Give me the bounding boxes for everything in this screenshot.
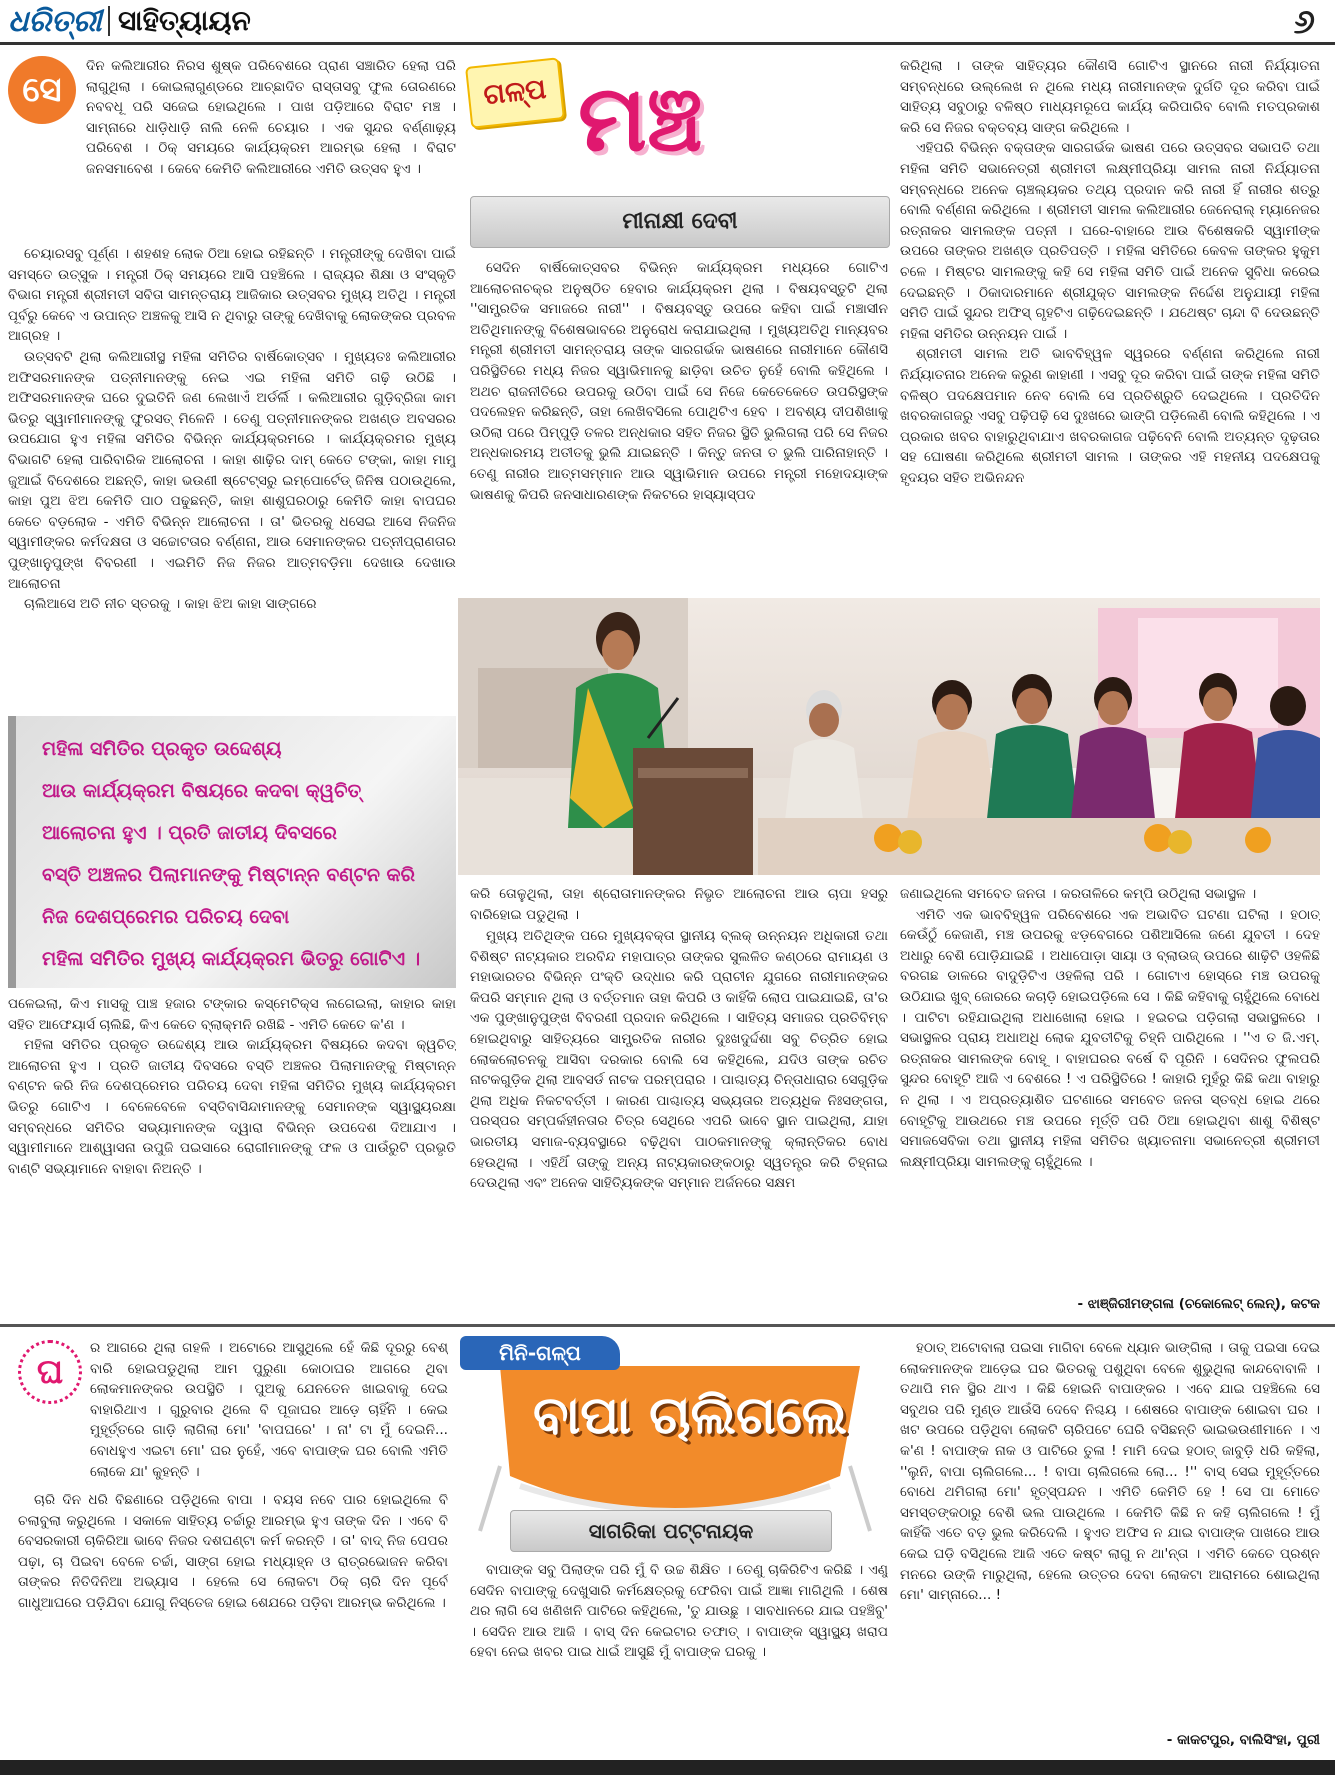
story-label: ମିନି-ଗଳ୍ପ [460, 1336, 620, 1370]
header-separator [108, 6, 110, 36]
paragraph: ଉତ୍ସବଟି ଥିଲା କଲିଆରୀସ୍ଥ ମହିଳା ସମିତିର ବାର୍ଷିକୋତ୍ସବ । ମୁଖ୍ୟତଃ କଲିଆରୀର ଅଫିସରମାନଙ୍କ ପତ୍ନୀମାନଙ୍କୁ ନେଇ ଏଇ ମହିଳା ସମିତି ଗଢ଼ି ଉଠିଛି । ଅଫିସରମାନଙ୍କ ଘରେ ଦୁଇତିନି ଜଣ ଲେଖାଏଁ ଅର୍ଡର୍ଲି । କଲିଆରୀର ଗୁଡ଼ିବ୍ରିଜା କାମ ଭିତରୁ ସ୍ୱାମୀମାନଙ୍କୁ ଫୁରସତ୍ ମିଳେନି । ତେଣୁ ପତ୍ନୀମାନଙ୍କର ଅଖଣ୍ଡ ଅବସରର ଉପଯୋଗ ହୁଏ ମହିଳା ସମିତିର ବିଭିନ୍ନ କାର୍ଯ୍ୟକ୍ରମରେ । କାର୍ଯ୍ୟକ୍ରମର ମୁଖ୍ୟ ବିଭାଗଟି ହେଲା ପାରିବାରିକ ଆଲୋଚନା । କାହା ଶାଢ଼ିର ଦାମ୍ କେତେ ଟଙ୍କା, କାହା ମାମୁ ଜୁଆଇଁ ବିଦେଶରେ ଅଛନ୍ତି, କାହା ଭଉଣୀ ଷ୍ଟେଟ୍ସରୁ ଇମ୍ପୋର୍ଟେଡ୍ ଜିନିଷ ପଠାଉଥିଲେ, କାହା ପୁଅ ଝିଅ କେମିତି ପାଠ ପଢୁଛନ୍ତି, କାହା ଶାଶୁଘରଠାରୁ କେମିତି କାହା ବାପଘର କେତେ ବଡ଼ଲୋକ - ଏମିତି ବିଭିନ୍ନ ଆଲୋଚନା । ତା' ଭିତରକୁ ଧସେଇ ଆସେ ନିଜନିଜ ସ୍ୱାମୀଙ୍କର କର୍ମଦକ୍ଷତା ଓ ସଚ୍ଚୋଟତାର ବର୍ଣ୍ଣନା, ଆଉ ସେମାନଙ୍କର ପତ୍ନୀପ୍ରାଣତାର ପୁଙ୍ଖାନୁପୁଙ୍ଖ ବିବରଣୀ । ଏଇମିତି ନିଜ ନିଜର ଆତ୍ମବଡ଼ିମା ଦେଖାଉ ଦେଖାଉ ଆଲୋଚନା [8, 348, 456, 592]
story1-col3-bottom [900, 884, 1320, 1294]
paragraph: ଏହିପରି ବିଭିନ୍ନ ବକ୍ତାଙ୍କ ସାରଗର୍ଭକ ଭାଷଣ ପରେ ଉତ୍ସବର ସଭାପତି ତଥା ମହିଳା ସମିତି ସଭାନେତ୍ରୀ ଶ୍ରୀମତୀ ଲକ୍ଷ୍ମୀପ୍ରିୟା ସାମଲ ନାରୀ ନିର୍ଯ୍ୟାତନା ସମ୍ବନ୍ଧରେ ଅନେକ ଚାଞ୍ଚଲ୍ୟକର ତଥ୍ୟ ପ୍ରଦାନ କରି ନାରୀ ହିଁ ନାରୀର ଶତ୍ରୁ ବୋଲି ବର୍ଣ୍ଣନା କରିଥିଲେ । ଶ୍ରୀମତୀ ସାମଲ କଲିଆରୀର ଜେନେରାଲ୍ ମ୍ୟାନେଜର ରତ୍ନାକର ସାମଲଙ୍କ ପତ୍ନୀ । ଘରେ-ବାହାରେ ଆଉ ବିଶେଷକରି ସ୍ୱାମୀଙ୍କ ଉପରେ ତାଙ୍କର ଅଖଣ୍ଡ ପ୍ରତିପତ୍ତି । ମହିଳା ସମିତିରେ କେବଳ ତାଙ୍କର ହୁକୁମ ଚଳେ । ମିଷ୍ଟର ସାମଲଙ୍କୁ କହି ସେ ମହିଳା ସମିତି ପାଇଁ ଅନେକ ସୁବିଧା କରେଇ ଦେଇଛନ୍ତି । ଠିକାଦାରମାନେ ଶ୍ରୀଯୁକ୍ତ ସାମଲଙ୍କ ନିର୍ଦ୍ଦେଶ ଅନୁଯାୟୀ ମହିଳା ସମିତି ପାଇଁ ସୁନ୍ଦର ଅଫିସ୍ ଗୃହଟିଏ ଗଢ଼ିଦେଇଛନ୍ତି । ଯଥେଷ୍ଟ ଚାନ୍ଦା ବି ଦେଉଛନ୍ତି ମହିଳା ସମିତିର ଉନ୍ନୟନ ପାଇଁ । [900, 140, 1320, 342]
header-rule [0, 42, 1335, 45]
quote-line: ମହିଳା ସମିତିର ମୁଖ୍ୟ କାର୍ଯ୍ୟକ୍ରମ ଭିତରୁ ଗୋଟିଏ । [42, 948, 421, 970]
paragraph: ବାପାଙ୍କ ସବୁ ପିଲାଙ୍କ ପରି ମୁଁ ବି ଉଚ୍ଚ ଶିକ୍ଷିତ । ତେଣୁ ଚାକିରିଟିଏ କରିଛି । ଏଣୁ ସେଦିନ ବାପାଙ୍କୁ ଦେଖୁସାରି କର୍ମକ୍ଷେତ୍ରକୁ ଫେରିବା ପାଇଁ ଆଜ୍ଞା ମାଗିଥିଲି । ଶେଷ ଥର ଲାଗି ସେ ଖଣିଖନି ପାଟିରେ କହିଥିଲେ, 'ତୁ ଯାଉଛୁ । ସାବଧାନରେ ଯାଇ ପହଞ୍ଚିବୁ' । ସେଦିନ ଆଉ ଆଜି । ବାସ୍ ଦିନ କେଇଟାର ତଫାତ୍ । ବାପାଙ୍କ ସ୍ୱାସ୍ଥ୍ୟ ଖରାପ ହେବା ନେଇ ଖବର ପାଇ ଧାଇଁ ଆସୁଛି ମୁଁ ବାପାଙ୍କ ଘରକୁ । [470, 1562, 888, 1661]
quote-line: ନିଜ ଦେଶପ୍ରେମର ପରିଚୟ ଦେବା [42, 906, 290, 928]
dropcap: ସେ [8, 56, 76, 124]
story1-col3-top [900, 56, 1320, 600]
paragraph: ମହିଳା ସମିତିର ପ୍ରକୃତ ଉଦ୍ଦେଶ୍ୟ ଆଉ କାର୍ଯ୍ୟକ୍ରମ ବିଷୟରେ କଦବା କ୍ୱଚିତ୍ ଆଲୋଚନା ହୁଏ । ପ୍ରତି ଜାତୀୟ ଦିବସରେ ବସ୍ତି ଅଞ୍ଚଳର ପିଲାମାନଙ୍କୁ ମିଷ୍ଟାନ୍ନ ବଣ୍ଟନ କରି ନିଜ ଦେଶପ୍ରେମର ପରିଚୟ ଦେବା ମହିଳା ସମିତିର ମୁଖ୍ୟ କାର୍ଯ୍ୟକ୍ରମ ଭିତରୁ ଗୋଟିଏ । ବେଳେବେଳେ ବସ୍ତିବାସିନ୍ଦାମାନଙ୍କୁ ସେମାନଙ୍କ ସ୍ୱାସ୍ଥ୍ୟରକ୍ଷା ସମ୍ବନ୍ଧରେ ସମିତିର ସଭ୍ୟାମାନଙ୍କ ଦ୍ୱାରା ବିଭିନ୍ନ ଉପଦେଶ ଦିଆଯାଏ । ସ୍ୱାମୀମାନେ ଆଶ୍ୱାସନା ଉପୁଜି ପଇସାରେ ରୋଗୀମାନଙ୍କୁ ଫଳ ଓ ପାଉଁରୁଟି ପ୍ରଭୃତି ବାଣ୍ଟି ସଭ୍ୟାମାନେ ବାହାବା ନିଅନ୍ତି । [8, 1037, 456, 1177]
paragraph: ଚାରି ଦିନ ଧରି ବିଛଣାରେ ପଡ଼ିଥିଲେ ବାପା । ବୟସ ନବେ ପାର ହୋଇଥିଲେ ବି ଚଲାବୁଲା କରୁଥିଲେ । ସକାଳେ ସାହିତ୍ୟ ଚର୍ଚ୍ଚାରୁ ଆରମ୍ଭ ହୁଏ ତାଙ୍କ ଦିନ । ଏବେ ବି ବେସରକାରୀ ଚାକିରିଆ ଭାବେ ନିଜର ଦଶଘଣ୍ଟା କର୍ମ କରନ୍ତି । ତା' ବାଦ୍ ନିଜ ପେପର ପଢ଼ା, ଚା ପିଇବା ବେଳେ ଚର୍ଚ୍ଚା, ସାଙ୍ଗ ହୋଇ ମଧ୍ୟାହ୍ନ ଓ ରାତ୍ରଭୋଜନ କରିବା ତାଙ୍କର ନିତିଦିନିଆ ଅଭ୍ୟାସ । ହେଲେ ସେ ଲୋକଟା ଠିକ୍ ଚାରି ଦିନ ପୂର୍ବେ ଗାଧୁଆଘରେ ପଡ଼ିଯିବା ଯୋଗୁ ନିସ୍ତେଜ ହୋଇ ଶେଯରେ ପଡ଼ିବା ଆରମ୍ଭ କରିଥିଲେ । [18, 1492, 448, 1611]
dropcap: ଘ [18, 1340, 82, 1404]
story2-col1-top [90, 1338, 448, 1488]
story1-author: ମୀନାକ୍ଷୀ ଦେବୀ [470, 196, 890, 248]
section-title: ସାହିତ୍ୟାୟନ [118, 4, 251, 37]
quote-line: ମହିଳା ସମିତିର ପ୍ରକୃତ ଉଦ୍ଦେଶ୍ୟ [42, 738, 282, 760]
paragraph: ଶ୍ରୀମତୀ ସାମଲ ଅତି ଭାବବିହ୍ୱଳ ସ୍ୱରରେ ବର୍ଣ୍ଣନା କରିଥିଲେ ନାରୀ ନିର୍ଯ୍ୟାତନାର ଅନେକ କରୁଣ କାହାଣୀ । ଏସବୁ ଦୂର କରିବା ପାଇଁ ତାଙ୍କ ମହିଳା ସମିତି ବଳିଷ୍ଠ ପଦକ୍ଷେପମାନ ନେବ ବୋଲି ସେ ପ୍ରତିଶ୍ରୁତି ଦେଇଥିଲେ । ପ୍ରତିଦିନ ଖବରକାଗଜରୁ ଏସବୁ ପଢ଼ିପଢ଼ି ସେ ଦୁଃଖରେ ଭାଙ୍ଗି ପଡ଼ିଲେଣି ବୋଲି କହିଥିଲେ । ଏ ପ୍ରକାର ଖବର ବାହାରୁଥିବାଯାଏ ଖବରକାଗଜ ପଢ଼ିବେନି ବୋଲି ଅତ୍ୟନ୍ତ ଦୃଢ଼ତାର ସହ ଘୋଷଣା କରିଥିଲେ ଶ୍ରୀମତୀ ସାମଲ । ତାଙ୍କର ଏହି ମହନୀୟ ପଦକ୍ଷେପକୁ ହୃଦୟର ସହିତ ଅଭିନନ୍ଦନ [900, 346, 1320, 486]
paragraph: ଚାଲିଆସେ ଅତି ନୀଚ ସ୍ତରକୁ । କାହା ଝିଅ କାହା ସାଙ୍ଗରେ [24, 596, 317, 613]
story2-col1-bottom [18, 1490, 448, 1754]
story2-title: ବାପା ଚାଲିଗଲେ [532, 1386, 848, 1446]
paragraph: ଚେୟାରସବୁ ପୂର୍ଣ୍ଣ । ଶହଶହ ଲୋକ ଠିଆ ହୋଇ ରହିଛନ୍ତି । ମନ୍ତ୍ରୀଙ୍କୁ ଦେଖିବା ପାଇଁ ସମସ୍ତେ ଉତ୍ସୁକ । ମନ୍ତ୍ରୀ ଠିକ୍ ସମୟରେ ଆସି ପହଞ୍ଚିଲେ । ରାଜ୍ୟର ଶିକ୍ଷା ଓ ସଂସ୍କୃତି ବିଭାଗ ମନ୍ତ୍ରୀ ଶ୍ରୀମତୀ ସବିତା ସାମନ୍ତରାୟ ଆଜିକାର ଉତ୍ସବର ମୁଖ୍ୟ ଅତିଥି । ମନ୍ତ୍ରୀ ପୂର୍ବରୁ କେବେ ଏ ଉପାନ୍ତ ଅଞ୍ଚଳକୁ ଆସି ନ ଥିବାରୁ ତାଙ୍କୁ ଦେଖିବାକୁ ଲୋକଙ୍କର ପ୍ରବଳ ଆଗ୍ରହ । [8, 246, 456, 345]
newspaper-logo: ଧରିତ୍ରୀ [8, 4, 102, 39]
paragraph: କରିଥିଲା । ତାଙ୍କ ସାହିତ୍ୟର କୌଣସି ଗୋଟିଏ ସ୍ଥାନରେ ନାରୀ ନିର୍ଯ୍ୟାତନା ସମ୍ବନ୍ଧରେ ଉଲ୍ଲେଖ ନ ଥିଲେ ମଧ୍ୟ ନାରୀମାନଙ୍କ ଦୁର୍ଗତି ଦୂର କରିବା ପାଇଁ ସାହିତ୍ୟ ସବୁଠାରୁ ବଳିଷ୍ଠ ମାଧ୍ୟମରୂପେ କାର୍ଯ୍ୟ କରିପାରିବ ବୋଲି ମତପ୍ରକାଶ କରି ସେ ନିଜର ବକ୍ତବ୍ୟ ସାଙ୍ଗ କରିଥିଲେ । [900, 58, 1320, 136]
paragraph: ର ଆଗରେ ଥିଲା ଗହଳି । ଅଟୋରେ ଆସୁଥିଲେ ହେଁ କିଛି ଦୂରରୁ ବେଶ୍ ବାରି ହୋଇପଡୁଥିଲା ଆମ ପୁରୁଣା କୋଠାଘର ଆଗରେ ଥିବା ଲୋକମାନଙ୍କର ଉପସ୍ଥିତି । ପୁଅକୁ ଯେନତେନ ଖାଇବାକୁ ଦେଇ ବାହାରିଥାଏ । ଗୁରୁବାର ଥିଲେ ବି ପୂଜାଘର ଆଡ଼େ ଚାହିଁନି । କେଇ ମୁହୂର୍ତ୍ତରେ ଗାଡ଼ି ଲାଗିଲା ମୋ' 'ବାପଘରେ' । ନା' ଟା ମୁଁ ଦେଇନି... ବୋଧହୁଏ ଏଇଟା ମୋ' ଘର ନୁହେଁ, ଏବେ ବାପାଙ୍କ ଘର ବୋଲି ଏମିତି ଲୋକେ ଯା' କୁହନ୍ତି । [90, 1340, 448, 1480]
story1-credit: - ଝାଞ୍ଜିରୀମଙ୍ଗଳା (ଚକୋଲେଟ୍ ଲେନ୍), କଟକ [1077, 1296, 1320, 1312]
paragraph: ମୁଖ୍ୟ ଅତିଥିଙ୍କ ପରେ ମୁଖ୍ୟବକ୍ତା ସ୍ଥାନୀୟ ବ୍ଲକ୍ ଉନ୍ନୟନ ଅଧିକାରୀ ତଥା ବିଶିଷ୍ଟ ନାଟ୍ୟକାର ଅରବିନ୍ଦ ମହାପାତ୍ର ତାଙ୍କର ସୁଲଳିତ କଣ୍ଠରେ ରାମାୟଣ ଓ ମହାଭାରତର ବିଭିନ୍ନ ପଂକ୍ତି ଉଦ୍ଧାର କରି ପ୍ରାଚୀନ ଯୁଗରେ ନାରୀମାନଙ୍କର କିପରି ସମ୍ମାନ ଥିଲା ଓ ବର୍ତ୍ତମାନ ତାହା କିପରି ଓ କାହିଁକି ଲୋପ ପାଇଯାଇଛି, ତା'ର ଏକ ପୁଙ୍ଖାନୁପୁଙ୍ଖ ବିବରଣୀ ପ୍ରଦାନ କରିଥିଲେ । ସାହିତ୍ୟ ସମାଜର ପ୍ରତିବିମ୍ବ ହୋଇଥିବାରୁ ସାହିତ୍ୟରେ ସାମ୍ପ୍ରତିକ ନାରୀର ଦୁଃଖଦୁର୍ଦ୍ଦଶା ସବୁ ଚିତ୍ରିତ ହୋଇ ଲୋକଲୋଚନକୁ ଆସିବା ଦରକାର ବୋଲି ସେ କହିଥିଲେ, ଯଦିଓ ତାଙ୍କ ରଚିତ ନାଟକଗୁଡ଼ିକ ଥିଲା ଆବସର୍ଡ ନାଟକ ପରମ୍ପରାର । ପାଶ୍ଚାତ୍ୟ ଚିନ୍ତାଧାରାର ସେଗୁଡ଼ିକ ଥିଲା ଅଧିକ ନିକଟବର୍ତ୍ତୀ । କାରଣ ପାଶ୍ଚାତ୍ୟ ସଭ୍ୟତାର ଅତ୍ୟଧିକ ନିଃସଙ୍ଗତା, ପରସ୍ପର ସମ୍ପର୍କହୀନତାର ଚିତ୍ର ସେଥିରେ ଏପରି ଭାବେ ସ୍ଥାନ ପାଇଥିଲା, ଯାହା ଭାରତୀୟ ସମାଜ-ବ୍ୟବସ୍ଥାରେ ବଢ଼ିଥିବା ପାଠକମାନଙ୍କୁ କ୍ଲାନ୍ତିକର ବୋଧ ହେଉଥିଲା । ଏହିଥିଁ ତାଙ୍କୁ ଅନ୍ୟ ନାଟ୍ୟକାରଙ୍କଠାରୁ ସ୍ୱତନ୍ତ୍ର କରି ଚିହ୍ନାଇ ଦେଉଥିଲା ଏବଂ ଅନେକ ସାହିତ୍ୟିକଙ୍କ ସମ୍ମାନ ଅର୍ଜନରେ ସକ୍ଷମ [470, 928, 888, 1192]
story2-credit: - କାକଟପୁର, ବାଲିସିଂହା, ପୁରୀ [1166, 1732, 1320, 1748]
paragraph: ଏମିତି ଏକ ଭାବବିହ୍ୱଳ ପରିବେଶରେ ଏକ ଅଭାବିତ ଘଟଣା ଘଟିଲା । ହଠାତ୍ କେଉଁଠୁଁ କେଜାଣି, ମଞ୍ଚ ଉପରକୁ ଝଡ଼ବେଗରେ ପଶିଆସିଲେ ଜଣେ ଯୁବତୀ । ଦେହ ଅଧାରୁ ବେଶି ପୋଡ଼ିଯାଇଛି । ଅଧାପୋଡ଼ା ସାୟା ଓ ବ୍ଲାଉଜ୍ ଉପରେ ଶାଢ଼ିଟି ଓହଳିଛି ବରଗଛ ଡାଳରେ ବାଦୁଡ଼ିଟିଏ ଓହଳିଲା ପରି । ଗୋଟାଏ ହୋସ୍‌ରେ ମଞ୍ଚ ଉପରକୁ ଉଠିଯାଇ ଖୁବ୍ ଜୋରରେ କଚାଡ଼ି ହୋଇପଡ଼ିଲେ ସେ । କିଛି କହିବାକୁ ଚାହୁଁଥିଲେ ବୋଧେ । ପାଟିଟା ରହିଯାଇଥିଲା ଅଧାଖୋଲା ହୋଇ । ହଇଚଇ ପଡ଼ିଗଲା ସଭାସ୍ଥଳରେ । ସଭାସ୍ଥଳର ପ୍ରାୟ ଅଧାଅଧି ଲୋକ ଯୁବତୀଟିକୁ ଚିହ୍ନି ପାରିଥିଲେ । ''ଏ ତ ଜି.ଏମ୍. ରତ୍ନାକର ସାମଲଙ୍କ ବୋହୂ । ବାହାଘରର ବର୍ଷେ ବି ପୂରିନି । ସେଦିନର ଫୁଲପରି ସୁନ୍ଦର ବୋହୂଟି ଆଜି ଏ ବେଶରେ ! ଏ ପରିସ୍ଥିତିରେ ! କାହାରି ମୁହଁରୁ କିଛି କଥା ବାହାରୁ ନ ଥିଲା । ଏ ଅପ୍ରତ୍ୟାଶିତ ଘଟଣାରେ ସମବେତ ଜନତା ସ୍ତବ୍ଧ ହୋଇ ଥରେ ବୋହୂଟିକୁ ଆଉଥରେ ମଞ୍ଚ ଉପରେ ମୂର୍ତ୍ତି ପରି ଠିଆ ହୋଇଥିବା ଶାଶୁ ବିଶିଷ୍ଟ ସମାଜସେବିକା ତଥା ସ୍ଥାନୀୟ ମହିଳା ସମିତିର ଖ୍ୟାତନାମା ସଭାନେତ୍ରୀ ଶ୍ରୀମତୀ ଲକ୍ଷ୍ମୀପ୍ରିୟା ସାମଲଙ୍କୁ ଚାହୁଁଥିଲେ । [900, 906, 1320, 1170]
story1-title-block [468, 52, 888, 187]
story1-col1-bottom [8, 994, 456, 1308]
story-label-badge [465, 57, 565, 128]
pull-quote [8, 716, 456, 988]
paragraph: ପଳେଇଲା, କିଏ ମାସକୁ ପାଞ୍ଚ ହଜାର ଟଙ୍କାର କସ୍ମେଟିକ୍ସ ଲଗେଇଲା, କାହାର କାହା ସହିତ ଆଫେୟାର୍ସ ଚାଲିଛି, କିଏ କେତେ ବ୍ଲାକ୍‌ମନି ରଖିଛି - ଏମିତି କେତେ କ'ଣ । [8, 996, 456, 1033]
story1-col1-top [86, 56, 456, 242]
paragraph: କରି ତୋଳୁଥିଲା, ତାହା ଶ୍ରୋତାମାନଙ୍କର ନିଭୃତ ଆଲୋଚନା ଆଉ ଚାପା ହସରୁ ବାରିହୋଇ ପଡୁଥିଲା । [470, 886, 888, 923]
quote-line: ଆଲୋଚନା ହୁଏ । ପ୍ରତି ଜାତୀୟ ଦିବସରେ [42, 822, 337, 844]
story2-col2 [470, 1560, 888, 1756]
story1-col2-mid [470, 884, 888, 924]
paragraph: ଜଣାଇଥିଲେ ସମବେତ ଜନତା । କରତାଳିରେ କମ୍ପି ଉଠିଥିଲା ସଭାସ୍ଥଳ । [900, 886, 1257, 902]
quote-line: ଆଉ କାର୍ଯ୍ୟକ୍ରମ ବିଷୟରେ କଦବା କ୍ୱଚିତ୍ [42, 780, 362, 802]
story1-col2-bottom [470, 926, 888, 1306]
page-number: ୬ [1293, 2, 1315, 42]
page-footer-bar [0, 1760, 1335, 1775]
story1-col1-body [8, 244, 456, 712]
quote-line: ବସ୍ତି ଅଞ୍ଚଳର ପିଲାମାନଙ୍କୁ ମିଷ୍ଟାନ୍ନ ବଣ୍ଟନ କରି [42, 864, 415, 886]
story2-title-block [460, 1336, 890, 1536]
story2-author: ସାଗରିକା ପଟ୍ଟନାୟକ [510, 1510, 832, 1552]
event-photo [458, 598, 1320, 875]
story2-col3 [900, 1338, 1320, 1730]
paragraph: ଦିନ କଲିଆରୀର ନିରସ ଶୁଷ୍କ ପରିବେଶରେ ପ୍ରାଣ ସଞ୍ଚାରିତ ହେଲା ପରି ଲାଗୁଥିଲା । କୋଇଲାଗୁଣ୍ଡରେ ଆଚ୍ଛାଦିତ ରାସ୍ତାସବୁ ଫୁଲ ତୋରଣରେ ନବବଧୂ ପରି ସଜେଇ ହୋଇଥିଲେ । ପାଖ ପଡ଼ିଆରେ ବିରାଟ ମଞ୍ଚ । ସାମ୍ନାରେ ଧାଡ଼ିଧାଡ଼ି ନାଲି ନେଳି ଚେୟାର । ଏକ ସୁନ୍ଦର ବର୍ଣ୍ଣାଢ଼୍ୟ ପରିବେଶ । ଠିକ୍ ସମୟରେ କାର୍ଯ୍ୟକ୍ରମ ଆରମ୍ଭ ହେଲା । ବିରାଟ ଜନସମାବେଶ । କେବେ କେମିତି କଲିଆରୀରେ ଏମିତି ଉତ୍ସବ ହୁଏ । [86, 58, 456, 177]
story1-title: ମଞ୍ଚ [578, 65, 703, 172]
event-photo-image [458, 598, 1320, 875]
story-label: ଗଳ୍ପ [481, 71, 548, 112]
paragraph: ହଠାତ୍ ଅଟୋବାଲା ପଇସା ମାଗିବା ବେଳେ ଧ୍ୟାନ ଭାଙ୍ଗିଲା । ତାକୁ ପଇସା ଦେଇ ଲୋକମାନଙ୍କ ଆଡ଼େଇ ଘର ଭିତରକୁ ପଶୁଥିବା ବେଳେ ଶୁଭୁଥିଲା କାନ୍ଦବୋବାଳି । ତଥାପି ମନ ସ୍ଥିର ଥାଏ । କିଛି ହୋଇନି ବାପାଙ୍କର । ଏବେ ଯାଇ ପହଞ୍ଚିଲେ ସେ ସବୁଥର ପରି ମୁଣ୍ଡ ଆଉଁସି ଦେବେ ନିଶ୍ଚୟ । ଶେଷରେ ବାପାଙ୍କ ଶୋଇବା ଘର । ଖଟ ଉପରେ ପଡ଼ିଥିବା ଲୋକଟି ଚାରିପଟେ ଘେରି ବସିଛନ୍ତି ଭାଇଭଉଣୀମାନେ । ଏ କ'ଣ ! ବାପାଙ୍କ ନାକ ଓ ପାଟିରେ ତୁଳା ! ମାମି ଦେଇ ହଠାତ୍ ଜାବୁଡ଼ି ଧରି କହିଲା, ''ଲୁନି, ବାପା ଚାଲିଗଲେ... ! ବାପା ଚାଲିଗଲେ ଲୋ... !'' ବାସ୍ ସେଇ ମୁହୂର୍ତ୍ତରେ ବୋଧେ ଥମିଗଲା ମୋ' ହୃତ୍‌ସ୍ପନ୍ଦନ । ଏମିତି କେମିତି ହେ ! ସେ ପା ମୋତେ ସମସ୍ତଙ୍କଠାରୁ ବେଶି ଭଲ ପାଉଥିଲେ । କେମିତି କିଛି ନ କହି ଚାଲିଗଲେ ! ମୁଁ କାହିଁକି ଏତେ ବଡ଼ ଭୁଲ କରିଦେଲି । ହୁଏତ ଅଫିସ ନ ଯାଇ ବାପାଙ୍କ ପାଖରେ ଆଉ କେଇ ଘଡ଼ି ବସିଥିଲେ ଆଜି ଏତେ କଷ୍ଟ ଲାଗୁ ନ ଥା'ନ୍ତା । ଏମିତି କେତେ ପ୍ରଶ୍ନ ମନରେ ଉଙ୍କି ମାରୁଥିଲା, ହେଲେ ଉତ୍ତର ଦେବା ଲୋକଟା ଆରାମରେ ଶୋଇଥିଲା ମୋ' ସାମ୍ନାରେ... ! [900, 1340, 1320, 1604]
pull-quote-text [42, 728, 446, 980]
story-divider [0, 1324, 1335, 1327]
paragraph: ସେଦିନ ବାର୍ଷିକୋତ୍ସବର ବିଭିନ୍ନ କାର୍ଯ୍ୟକ୍ରମ ମଧ୍ୟରେ ଗୋଟିଏ ଆଲୋଚନାଚକ୍ର ଅନୁଷ୍ଠିତ ହେବାର କାର୍ଯ୍ୟକ୍ରମ ଥିଲା । ବିଷୟବସ୍ତୁଟି ଥିଲା ''ସାମ୍ପ୍ରତିକ ସମାଜରେ ନାରୀ'' । ବିଷୟବସ୍ତୁ ଉପରେ କହିବା ପାଇଁ ମଞ୍ଚାସୀନ ଅତିଥିମାନଙ୍କୁ ବିଶେଷଭାବରେ ଅନୁରୋଧ କରାଯାଇଥିଲା । ମୁଖ୍ୟଅତିଥି ମାନ୍ୟବର ମନ୍ତ୍ରୀ ଶ୍ରୀମତୀ ସାମନ୍ତରାୟ ତାଙ୍କ ସାରଗର୍ଭକ ଭାଷଣରେ ନାରୀମାନେ କୌଣସି ପରିସ୍ଥିତିରେ ମଧ୍ୟ ନିଜର ସ୍ୱାଭିମାନକୁ ଛାଡ଼ିବା ଉଚିତ ନୁହେଁ ବୋଲି କହିଥିଲେ । ଅଥଚ ରାଜନୀତିରେ ଉପରକୁ ଉଠିବା ପାଇଁ ସେ ନିଜେ କେତେକେତେ ଉପରିସ୍ଥଙ୍କ ପଦଲେହନ କରିଛନ୍ତି, ତାହା ଲେଖିବସିଲେ ପୋଥିଟିଏ ହେବ । ଅବଶ୍ୟ ଦୀପଶିଖାକୁ ଉଠିଲା ପରେ ପିମ୍ପୁଡ଼ି ତଳର ଅନ୍ଧକାର ସହିତ ନିଜର ସ୍ଥିତି ଭୁଲିଗଲା ପରି ସେ ନିଜର ଅନ୍ଧକାରମୟ ଅତୀତକୁ ଭୁଲି ଯାଇଛନ୍ତି । କିନ୍ତୁ ଜନତା ତ ଭୁଲି ପାରିନାହାନ୍ତି । ତେଣୁ ନାରୀର ଆତ୍ମସମ୍ମାନ ଆଉ ସ୍ୱାଭିମାନ ଉପରେ ମନ୍ତ୍ରୀ ମହୋଦୟାଙ୍କ ଭାଷଣକୁ କିପରି ଜନସାଧାରଣଙ୍କ ନିକଟରେ ହାସ୍ୟାସ୍ପଦ [470, 260, 888, 503]
